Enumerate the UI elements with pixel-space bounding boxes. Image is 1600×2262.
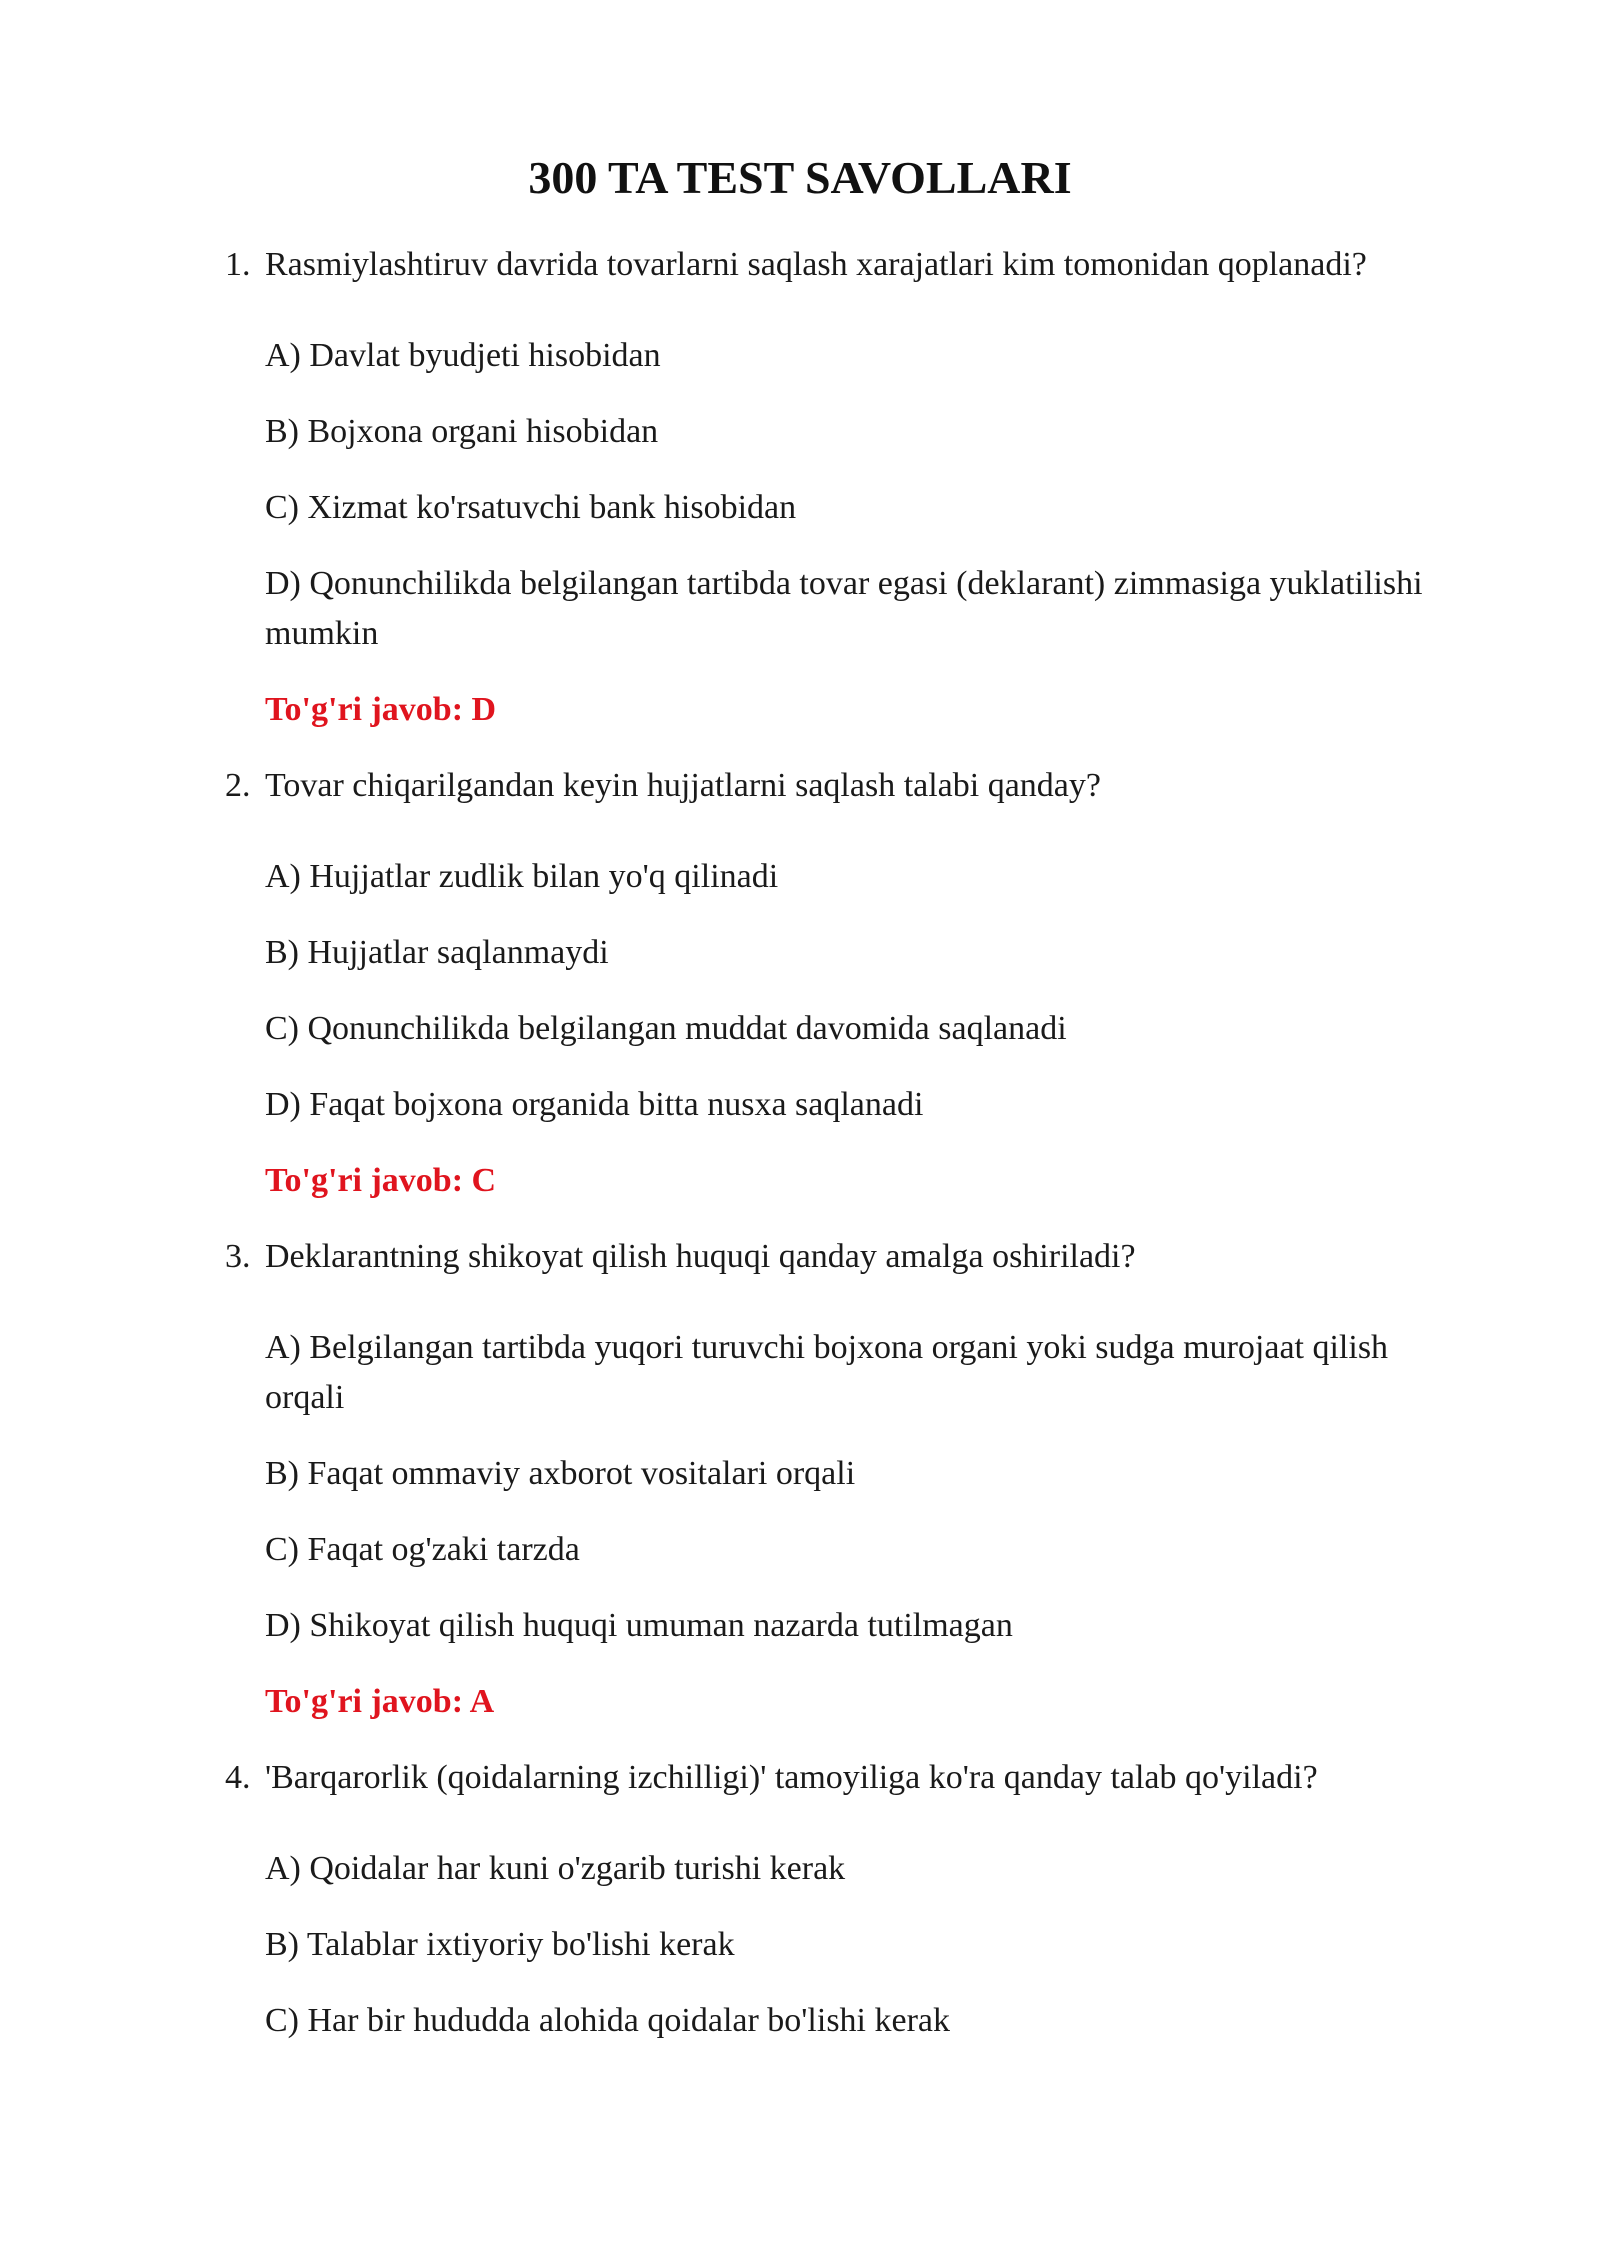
correct-answer: To'g'ri javob: C: [265, 1162, 497, 1199]
question-text: [225, 1232, 1485, 1282]
question-text: [225, 240, 1485, 290]
option-list: [225, 331, 1485, 659]
option-b: B) Bojxona organi hisobidan: [265, 413, 659, 450]
question-text: [225, 1753, 1485, 1803]
question-number: 3.: [225, 1238, 251, 1275]
question-body: Rasmiylashtiruv davrida tovarlarni saqlash xarajatlari kim tomonidan qoplanadi?: [265, 246, 1367, 283]
question-number: 4.: [225, 1759, 251, 1796]
document-title: 300 TA TEST SAVOLLARI: [528, 152, 1072, 203]
option-a: A) Belgilangan tartibda yuqori turuvchi bojxona organi yoki sudga murojaat qilish orqali: [265, 1329, 1389, 1416]
question-3: [225, 1232, 1485, 1727]
option-d: D) Qonunchilikda belgilangan tartibda tovar egasi (deklarant) zimmasiga yuklatilishi mumkin: [265, 565, 1423, 652]
option-b: B) Faqat ommaviy axborot vositalari orqali: [265, 1455, 856, 1492]
option-c: C) Xizmat ko'rsatuvchi bank hisobidan: [265, 489, 797, 526]
option-c: C) Qonunchilikda belgilangan muddat davomida saqlanadi: [265, 1010, 1067, 1047]
question-body: Deklarantning shikoyat qilish huquqi qanday amalga oshiriladi?: [265, 1238, 1136, 1275]
option-a: A) Qoidalar har kuni o'zgarib turishi kerak: [265, 1850, 846, 1887]
question-4: [225, 1753, 1485, 2046]
question-number: 2.: [225, 767, 251, 804]
option-d: D) Shikoyat qilish huquqi umuman nazarda tutilmagan: [265, 1607, 1013, 1644]
question-body: 'Barqarorlik (qoidalarning izchilligi)' tamoyiliga ko'ra qanday talab qo'yiladi?: [265, 1759, 1318, 1796]
option-b: B) Hujjatlar saqlanmaydi: [265, 934, 609, 971]
option-list: [225, 852, 1485, 1130]
option-c: C) Har bir hududda alohida qoidalar bo'lishi kerak: [265, 2002, 950, 2039]
question-list: [225, 240, 1485, 2072]
option-d: D) Faqat bojxona organida bitta nusxa saqlanadi: [265, 1086, 924, 1123]
option-c: C) Faqat og'zaki tarzda: [265, 1531, 580, 1568]
option-a: A) Hujjatlar zudlik bilan yo'q qilinadi: [265, 858, 779, 895]
option-a: A) Davlat byudjeti hisobidan: [265, 337, 661, 374]
option-list: [225, 1844, 1485, 2046]
option-list: [225, 1323, 1485, 1651]
question-body: Tovar chiqarilgandan keyin hujjatlarni saqlash talabi qanday?: [265, 767, 1101, 804]
option-b: B) Talablar ixtiyoriy bo'lishi kerak: [265, 1926, 735, 1963]
question-1: [225, 240, 1485, 735]
question-number: 1.: [225, 246, 251, 283]
correct-answer: To'g'ri javob: D: [265, 691, 497, 728]
question-2: [225, 761, 1485, 1206]
correct-answer: To'g'ri javob: A: [265, 1683, 495, 1720]
question-text: [225, 761, 1485, 811]
